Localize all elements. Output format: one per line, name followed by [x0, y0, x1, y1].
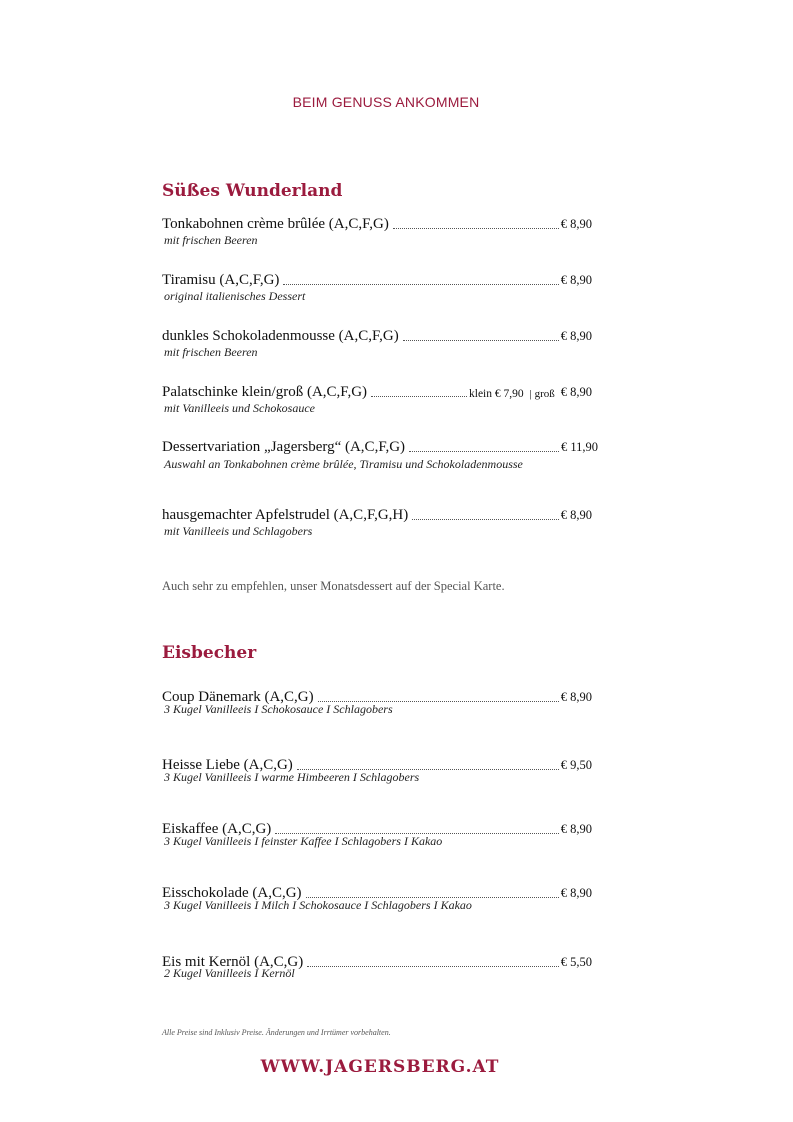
- monthly-dessert-note: Auch sehr zu empfehlen, unser Monatsdessert auf der Special Karte.: [162, 579, 505, 593]
- dot-leader: [371, 396, 467, 397]
- dot-leader: [393, 228, 559, 229]
- dot-leader: [283, 284, 558, 285]
- menu-item: [162, 213, 592, 233]
- tagline: BEIM GENUSS ANKOMMEN: [292, 94, 480, 110]
- website-link[interactable]: WWW.JAGERSBERG.AT: [260, 1057, 500, 1077]
- menu-item: [162, 381, 592, 401]
- item-price: € 8,90: [560, 508, 592, 522]
- dot-leader: [307, 966, 559, 967]
- menu-item: [162, 325, 592, 345]
- menu-item: [162, 436, 598, 456]
- dot-leader: [412, 519, 559, 520]
- section-title-dessert: Süßes Wunderland: [162, 181, 343, 201]
- item-price: € 8,90: [560, 690, 592, 704]
- item-price: € 8,90: [560, 217, 592, 231]
- item-name: hausgemachter Apfelstrudel (A,C,F,G,H): [162, 507, 409, 523]
- item-name: dunkles Schokoladenmousse (A,C,F,G): [162, 328, 399, 344]
- dot-leader: [403, 340, 559, 341]
- item-description: Auswahl an Tonkabohnen crème brûlée, Tiramisu und Schokoladenmousse: [164, 457, 523, 471]
- section-title-ice: Eisbecher: [162, 643, 257, 663]
- item-name: Eis mit Kernöl (A,C,G): [162, 954, 304, 970]
- item-description: mit Vanilleeis und Schokosauce: [164, 401, 315, 415]
- item-price: € 8,90: [560, 385, 592, 399]
- item-price: € 5,50: [560, 955, 592, 969]
- item-price: € 8,90: [560, 273, 592, 287]
- item-price: € 9,50: [560, 758, 592, 772]
- item-price: € 11,90: [560, 440, 598, 454]
- dot-leader: [409, 451, 559, 452]
- item-description: 3 Kugel Vanilleeis I feinster Kaffee I Schlagobers I Kakao: [164, 834, 443, 848]
- item-description: mit frischen Beeren: [164, 233, 258, 247]
- item-name: Eisschokolade (A,C,G): [162, 885, 302, 901]
- item-description: mit Vanilleeis und Schlagobers: [164, 524, 313, 538]
- item-name: Tiramisu (A,C,F,G): [162, 272, 280, 288]
- menu-item: [162, 269, 592, 289]
- item-name: Palatschinke klein/groß (A,C,F,G): [162, 384, 368, 400]
- item-description: 3 Kugel Vanilleeis I Milch I Schokosauce I Schlagobers I Kakao: [164, 898, 472, 912]
- item-price: € 8,90: [560, 886, 592, 900]
- menu-item: [162, 504, 592, 524]
- item-price-separator: | groß: [529, 388, 555, 400]
- item-description: 2 Kugel Vanilleeis I Kernöl: [164, 966, 295, 980]
- item-price: € 8,90: [560, 329, 592, 343]
- item-name: Tonkabohnen crème brûlée (A,C,F,G): [162, 216, 389, 232]
- item-description: mit frischen Beeren: [164, 345, 258, 359]
- item-name: Heisse Liebe (A,C,G): [162, 757, 293, 773]
- item-description: 3 Kugel Vanilleeis I warme Himbeeren I Schlagobers: [164, 770, 420, 784]
- item-description: original italienisches Dessert: [164, 289, 306, 303]
- item-price: € 8,90: [560, 822, 592, 836]
- item-name: Coup Dänemark (A,C,G): [162, 689, 314, 705]
- item-name: Eiskaffee (A,C,G): [162, 821, 272, 837]
- item-price-small: klein € 7,90: [469, 388, 524, 400]
- price-disclaimer: Alle Preise sind Inklusiv Preise. Änderungen und Irrtümer vorbehalten.: [162, 1028, 391, 1037]
- item-description: 3 Kugel Vanilleeis I Schokosauce I Schlagobers: [164, 702, 393, 716]
- item-name: Dessertvariation „Jagersberg“ (A,C,F,G): [162, 439, 406, 455]
